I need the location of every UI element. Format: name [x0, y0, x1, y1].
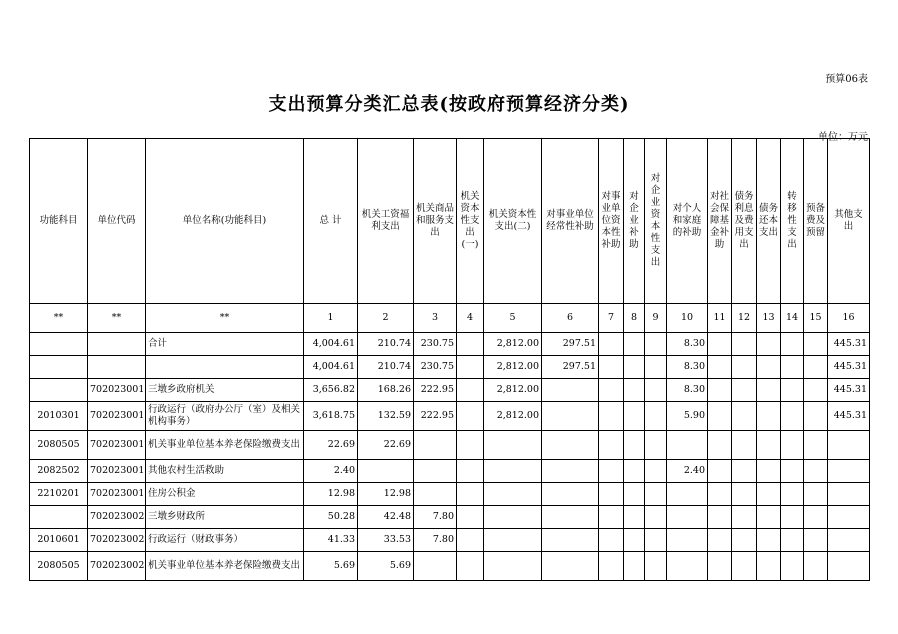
index-cell: **	[30, 304, 88, 333]
cell-col-13	[757, 483, 781, 506]
cell-col-2: 210.74	[358, 333, 414, 356]
cell-col-13	[757, 402, 781, 431]
header-col-9: 对企业资本性支出	[645, 139, 667, 304]
cell-col-16	[828, 431, 870, 460]
header-col-12: 债务利息及费用支出	[732, 139, 757, 304]
cell-col-15	[804, 529, 828, 552]
cell-unit-name: 其他农村生活救助	[146, 460, 304, 483]
table-row	[30, 529, 870, 552]
cell-col-3	[414, 431, 457, 460]
cell-col-5	[484, 460, 542, 483]
cell-col-5	[484, 552, 542, 581]
table-row	[30, 552, 870, 581]
cell-col-10	[667, 506, 708, 529]
cell-col-9	[645, 333, 667, 356]
cell-col-3	[414, 460, 457, 483]
index-cell: 13	[757, 304, 781, 333]
index-cell: **	[88, 304, 146, 333]
cell-col-12	[732, 529, 757, 552]
cell-col-8	[624, 333, 645, 356]
cell-total: 5.69	[304, 552, 358, 581]
cell-col-11	[708, 552, 732, 581]
cell-col-9	[645, 483, 667, 506]
index-cell: 11	[708, 304, 732, 333]
cell-col-9	[645, 402, 667, 431]
cell-col-16: 445.31	[828, 333, 870, 356]
cell-col-5: 2,812.00	[484, 402, 542, 431]
cell-col-2: 5.69	[358, 552, 414, 581]
cell-col-11	[708, 356, 732, 379]
cell-col-3: 222.95	[414, 402, 457, 431]
cell-col-16	[828, 483, 870, 506]
cell-unit-name	[146, 356, 304, 379]
header-col-4: 机关资本性支出(一)	[457, 139, 484, 304]
cell-col-9	[645, 379, 667, 402]
cell-col-13	[757, 460, 781, 483]
cell-col-15	[804, 552, 828, 581]
cell-col-14	[781, 333, 804, 356]
cell-col-10: 2.40	[667, 460, 708, 483]
header-func-subject: 功能科目	[30, 139, 88, 304]
cell-unit-name: 机关事业单位基本养老保险缴费支出	[146, 431, 304, 460]
cell-col-5: 2,812.00	[484, 379, 542, 402]
index-cell: 8	[624, 304, 645, 333]
cell-col-16: 445.31	[828, 356, 870, 379]
cell-col-7	[599, 483, 624, 506]
header-col-7: 对事业单位资本性补助	[599, 139, 624, 304]
cell-col-13	[757, 529, 781, 552]
cell-col-16	[828, 552, 870, 581]
cell-col-13	[757, 379, 781, 402]
table-body	[30, 333, 870, 581]
cell-col-3: 7.80	[414, 529, 457, 552]
index-cell: 4	[457, 304, 484, 333]
cell-col-7	[599, 552, 624, 581]
cell-col-14	[781, 402, 804, 431]
cell-col-15	[804, 431, 828, 460]
table-row	[30, 333, 870, 356]
cell-unit-code: 702023001	[88, 431, 146, 460]
cell-col-4	[457, 379, 484, 402]
header-col-11: 对社会保障基金补助	[708, 139, 732, 304]
cell-col-6	[542, 552, 599, 581]
cell-unit-code: 702023001	[88, 379, 146, 402]
cell-col-15	[804, 379, 828, 402]
cell-col-12	[732, 379, 757, 402]
cell-col-4	[457, 402, 484, 431]
cell-col-6	[542, 483, 599, 506]
index-cell: 16	[828, 304, 870, 333]
index-cell: 15	[804, 304, 828, 333]
cell-func-subject	[30, 333, 88, 356]
cell-col-6	[542, 379, 599, 402]
cell-col-13	[757, 333, 781, 356]
cell-col-11	[708, 379, 732, 402]
cell-col-12	[732, 402, 757, 431]
cell-col-14	[781, 460, 804, 483]
cell-total: 50.28	[304, 506, 358, 529]
cell-col-8	[624, 483, 645, 506]
cell-col-10	[667, 529, 708, 552]
cell-func-subject	[30, 379, 88, 402]
cell-col-5	[484, 483, 542, 506]
index-row	[30, 304, 870, 333]
cell-col-8	[624, 552, 645, 581]
cell-col-4	[457, 506, 484, 529]
cell-col-3: 7.80	[414, 506, 457, 529]
cell-col-9	[645, 460, 667, 483]
table-row	[30, 379, 870, 402]
cell-unit-code: 702023001	[88, 402, 146, 431]
cell-unit-code	[88, 356, 146, 379]
cell-col-8	[624, 506, 645, 529]
cell-unit-name: 行政运行（财政事务）	[146, 529, 304, 552]
index-cell: 12	[732, 304, 757, 333]
table-row	[30, 506, 870, 529]
cell-col-16	[828, 529, 870, 552]
cell-col-11	[708, 529, 732, 552]
cell-col-16: 445.31	[828, 379, 870, 402]
cell-col-5	[484, 431, 542, 460]
cell-unit-name: 住房公积金	[146, 483, 304, 506]
page-title: 支出预算分类汇总表(按政府预算经济分类)	[268, 94, 630, 115]
header-col-5: 机关资本性支出(二)	[484, 139, 542, 304]
cell-col-6	[542, 402, 599, 431]
cell-col-5	[484, 506, 542, 529]
table-header	[30, 139, 870, 333]
cell-total: 3,656.82	[304, 379, 358, 402]
cell-col-7	[599, 460, 624, 483]
cell-col-13	[757, 552, 781, 581]
cell-col-4	[457, 552, 484, 581]
cell-col-4	[457, 529, 484, 552]
cell-total: 4,004.61	[304, 333, 358, 356]
cell-col-14	[781, 356, 804, 379]
cell-col-12	[732, 431, 757, 460]
index-cell: 1	[304, 304, 358, 333]
cell-col-3: 230.75	[414, 356, 457, 379]
cell-col-8	[624, 529, 645, 552]
cell-col-9	[645, 431, 667, 460]
cell-col-4	[457, 333, 484, 356]
cell-col-5: 2,812.00	[484, 356, 542, 379]
table-row	[30, 483, 870, 506]
cell-col-9	[645, 356, 667, 379]
cell-col-7	[599, 529, 624, 552]
cell-col-10: 8.30	[667, 379, 708, 402]
cell-unit-code: 702023001	[88, 460, 146, 483]
cell-col-10: 5.90	[667, 402, 708, 431]
cell-func-subject: 2080505	[30, 431, 88, 460]
cell-col-8	[624, 356, 645, 379]
cell-col-2: 132.59	[358, 402, 414, 431]
cell-col-4	[457, 460, 484, 483]
cell-col-7	[599, 506, 624, 529]
index-cell: 3	[414, 304, 457, 333]
cell-col-13	[757, 356, 781, 379]
table-row	[30, 402, 870, 431]
cell-col-7	[599, 379, 624, 402]
cell-col-8	[624, 460, 645, 483]
index-cell: 7	[599, 304, 624, 333]
cell-col-2: 12.98	[358, 483, 414, 506]
cell-col-6	[542, 529, 599, 552]
cell-col-6	[542, 460, 599, 483]
cell-col-6	[542, 506, 599, 529]
index-cell: 9	[645, 304, 667, 333]
header-col-8: 对企业补助	[624, 139, 645, 304]
cell-unit-name: 机关事业单位基本养老保险缴费支出	[146, 552, 304, 581]
header-col-15: 预备费及预留	[804, 139, 828, 304]
cell-col-8	[624, 402, 645, 431]
cell-col-3	[414, 483, 457, 506]
cell-func-subject: 2010601	[30, 529, 88, 552]
cell-unit-code: 702023001	[88, 483, 146, 506]
index-cell: 5	[484, 304, 542, 333]
cell-col-5	[484, 529, 542, 552]
cell-col-10: 8.30	[667, 333, 708, 356]
unit-label: 单位：万元	[818, 132, 868, 143]
budget-table	[29, 138, 870, 581]
header-unit-name: 单位名称(功能科目)	[146, 139, 304, 304]
cell-col-3	[414, 552, 457, 581]
cell-unit-code: 702023002	[88, 506, 146, 529]
cell-col-13	[757, 431, 781, 460]
cell-col-14	[781, 483, 804, 506]
cell-total: 3,618.75	[304, 402, 358, 431]
index-cell: 2	[358, 304, 414, 333]
cell-col-4	[457, 356, 484, 379]
cell-col-2: 22.69	[358, 431, 414, 460]
header-col-16: 其他支出	[828, 139, 870, 304]
cell-col-13	[757, 506, 781, 529]
cell-total: 2.40	[304, 460, 358, 483]
cell-col-12	[732, 356, 757, 379]
cell-col-2	[358, 460, 414, 483]
header-col-3: 机关商品和服务支出	[414, 139, 457, 304]
cell-col-14	[781, 529, 804, 552]
cell-total: 12.98	[304, 483, 358, 506]
table-row	[30, 431, 870, 460]
cell-total: 41.33	[304, 529, 358, 552]
cell-unit-code: 702023002	[88, 552, 146, 581]
cell-col-11	[708, 483, 732, 506]
cell-total: 22.69	[304, 431, 358, 460]
cell-col-9	[645, 506, 667, 529]
cell-func-subject: 2082502	[30, 460, 88, 483]
cell-col-7	[599, 402, 624, 431]
index-cell: 6	[542, 304, 599, 333]
cell-col-15	[804, 333, 828, 356]
cell-total: 4,004.61	[304, 356, 358, 379]
form-number: 预算06表	[825, 74, 868, 85]
header-col-6: 对事业单位经常性补助	[542, 139, 599, 304]
table-row	[30, 460, 870, 483]
cell-col-8	[624, 431, 645, 460]
cell-col-11	[708, 460, 732, 483]
header-col-13: 债务还本支出	[757, 139, 781, 304]
cell-col-2: 210.74	[358, 356, 414, 379]
cell-col-7	[599, 356, 624, 379]
cell-col-9	[645, 552, 667, 581]
cell-func-subject: 2210201	[30, 483, 88, 506]
cell-unit-name: 合计	[146, 333, 304, 356]
cell-col-11	[708, 506, 732, 529]
cell-col-15	[804, 356, 828, 379]
header-col-14: 转移性支出	[781, 139, 804, 304]
index-cell: 14	[781, 304, 804, 333]
cell-func-subject: 2080505	[30, 552, 88, 581]
cell-unit-name: 行政运行（政府办公厅（室）及相关机构事务）	[146, 402, 304, 431]
cell-col-15	[804, 483, 828, 506]
cell-unit-code: 702023002	[88, 529, 146, 552]
cell-col-3: 222.95	[414, 379, 457, 402]
cell-col-8	[624, 379, 645, 402]
cell-col-12	[732, 483, 757, 506]
header-col-2: 机关工资福利支出	[358, 139, 414, 304]
cell-col-2: 33.53	[358, 529, 414, 552]
cell-col-6: 297.51	[542, 333, 599, 356]
cell-col-6	[542, 431, 599, 460]
cell-col-4	[457, 431, 484, 460]
header-total: 总 计	[304, 139, 358, 304]
cell-col-2: 168.26	[358, 379, 414, 402]
cell-col-14	[781, 379, 804, 402]
cell-col-14	[781, 431, 804, 460]
cell-col-15	[804, 402, 828, 431]
cell-col-3: 230.75	[414, 333, 457, 356]
cell-col-5: 2,812.00	[484, 333, 542, 356]
cell-func-subject	[30, 356, 88, 379]
index-cell: 10	[667, 304, 708, 333]
cell-col-9	[645, 529, 667, 552]
cell-col-15	[804, 460, 828, 483]
index-cell: **	[146, 304, 304, 333]
cell-col-11	[708, 333, 732, 356]
cell-func-subject: 2010301	[30, 402, 88, 431]
cell-col-4	[457, 483, 484, 506]
cell-col-14	[781, 506, 804, 529]
table-row	[30, 356, 870, 379]
cell-col-16	[828, 506, 870, 529]
cell-col-11	[708, 431, 732, 460]
cell-col-7	[599, 333, 624, 356]
cell-col-10	[667, 552, 708, 581]
cell-col-15	[804, 506, 828, 529]
header-col-10: 对个人和家庭的补助	[667, 139, 708, 304]
cell-unit-code	[88, 333, 146, 356]
cell-col-10	[667, 483, 708, 506]
cell-col-12	[732, 506, 757, 529]
cell-col-12	[732, 552, 757, 581]
cell-col-16	[828, 460, 870, 483]
cell-func-subject	[30, 506, 88, 529]
cell-unit-name: 三墩乡政府机关	[146, 379, 304, 402]
cell-col-7	[599, 431, 624, 460]
cell-col-12	[732, 460, 757, 483]
cell-col-10: 8.30	[667, 356, 708, 379]
cell-col-2: 42.48	[358, 506, 414, 529]
header-unit-code: 单位代码	[88, 139, 146, 304]
cell-col-12	[732, 333, 757, 356]
cell-col-14	[781, 552, 804, 581]
header-row	[30, 139, 870, 304]
cell-col-6: 297.51	[542, 356, 599, 379]
cell-unit-name: 三墩乡财政所	[146, 506, 304, 529]
cell-col-11	[708, 402, 732, 431]
cell-col-16: 445.31	[828, 402, 870, 431]
cell-col-10	[667, 431, 708, 460]
